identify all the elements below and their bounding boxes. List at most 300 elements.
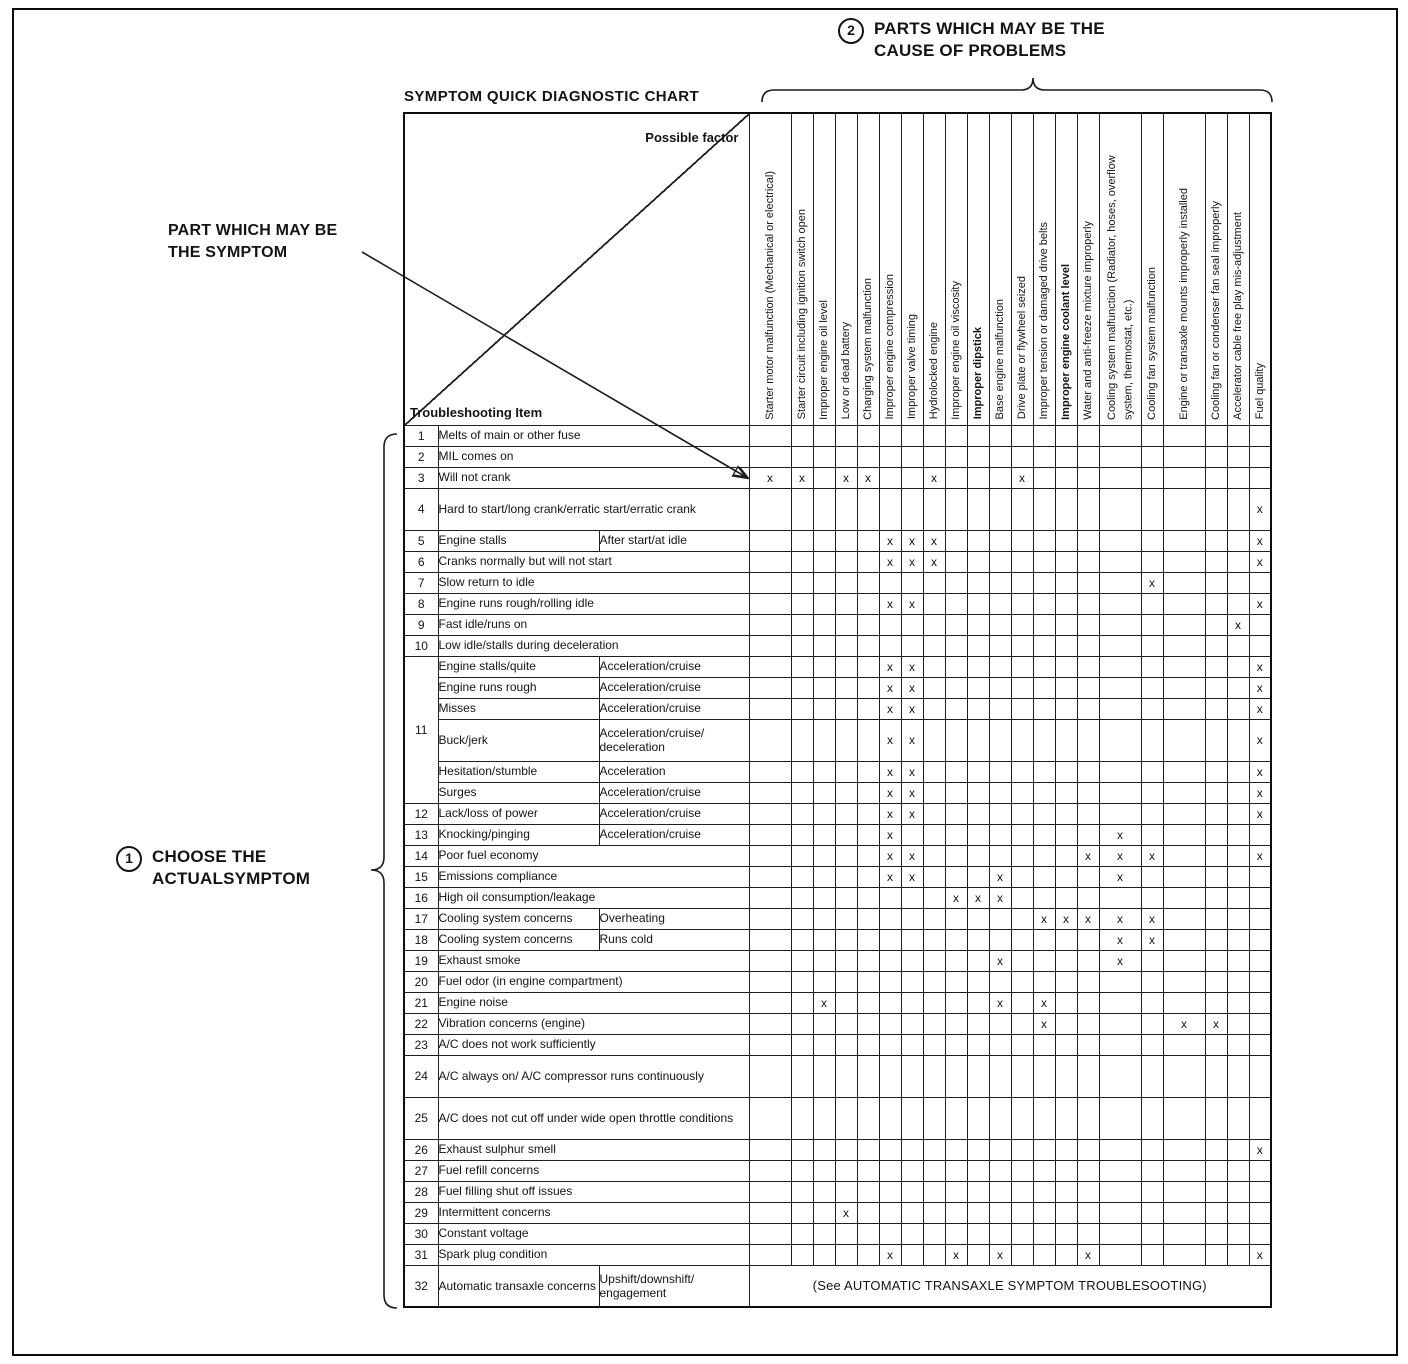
mark-cell	[945, 446, 967, 467]
mark-cell	[813, 803, 835, 824]
mark-cell	[989, 467, 1011, 488]
mark-cell	[1033, 950, 1055, 971]
mark-cell	[967, 761, 989, 782]
mark-cell	[945, 1013, 967, 1034]
mark-cell	[967, 824, 989, 845]
mark-cell	[1205, 1181, 1227, 1202]
mark-cell	[923, 1139, 945, 1160]
mark-cell	[879, 1181, 901, 1202]
table-row	[404, 488, 1271, 530]
circled-number-1: 1	[116, 846, 142, 872]
mark-cell	[945, 1034, 967, 1055]
mark-cell	[1163, 908, 1205, 929]
mark-cell	[923, 446, 945, 467]
mark-cell	[1205, 677, 1227, 698]
mark-cell: x	[1249, 530, 1271, 551]
mark-cell	[945, 593, 967, 614]
mark-cell	[857, 1055, 879, 1097]
mark-cell	[879, 887, 901, 908]
mark-cell	[1033, 1097, 1055, 1139]
mark-cell	[901, 1097, 923, 1139]
condition-cell: Acceleration/cruise	[599, 698, 749, 719]
mark-cell	[901, 425, 923, 446]
mark-cell	[857, 824, 879, 845]
factor-header: Improper dipstick	[967, 113, 989, 425]
mark-cell: x	[879, 656, 901, 677]
mark-cell	[791, 971, 813, 992]
row-number-cell: 21	[404, 992, 438, 1013]
mark-cell	[1011, 782, 1033, 803]
mark-cell	[967, 950, 989, 971]
mark-cell	[1227, 761, 1249, 782]
mark-cell	[945, 719, 967, 761]
mark-cell	[1099, 593, 1141, 614]
symptom-item-cell: Engine stalls	[438, 530, 599, 551]
mark-cell	[1249, 1055, 1271, 1097]
mark-cell	[1055, 1244, 1077, 1265]
mark-cell	[923, 488, 945, 530]
mark-cell	[923, 971, 945, 992]
mark-cell	[1099, 761, 1141, 782]
factor-header: Improper valve timing	[901, 113, 923, 425]
mark-cell	[1033, 1055, 1055, 1097]
mark-cell	[1249, 824, 1271, 845]
mark-cell	[1141, 1139, 1163, 1160]
mark-cell	[1141, 803, 1163, 824]
mark-cell	[1033, 761, 1055, 782]
mark-cell	[945, 530, 967, 551]
symptom-item-cell: Intermittent concerns	[438, 1202, 749, 1223]
mark-cell	[1141, 971, 1163, 992]
mark-cell	[1227, 593, 1249, 614]
mark-cell	[1141, 950, 1163, 971]
mark-cell	[1249, 1013, 1271, 1034]
mark-cell	[749, 1034, 791, 1055]
mark-cell	[1077, 824, 1099, 845]
mark-cell: x	[1099, 824, 1141, 845]
mark-cell	[879, 971, 901, 992]
mark-cell	[1099, 446, 1141, 467]
mark-cell	[749, 656, 791, 677]
mark-cell	[989, 530, 1011, 551]
symptom-item-cell: Emissions compliance	[438, 866, 749, 887]
mark-cell	[835, 971, 857, 992]
mark-cell: x	[1249, 593, 1271, 614]
mark-cell	[835, 425, 857, 446]
mark-cell	[1227, 1097, 1249, 1139]
mark-cell	[857, 1097, 879, 1139]
row-number-cell: 6	[404, 551, 438, 572]
mark-cell	[967, 572, 989, 593]
mark-cell	[857, 1202, 879, 1223]
mark-cell	[1011, 551, 1033, 572]
mark-cell	[1099, 1097, 1141, 1139]
mark-cell	[879, 614, 901, 635]
mark-cell	[1033, 866, 1055, 887]
mark-cell	[1249, 1223, 1271, 1244]
mark-cell	[923, 614, 945, 635]
mark-cell	[1227, 1181, 1249, 1202]
mark-cell	[1033, 572, 1055, 593]
mark-cell	[967, 1034, 989, 1055]
mark-cell: x	[901, 866, 923, 887]
mark-cell	[1227, 698, 1249, 719]
mark-cell	[791, 593, 813, 614]
mark-cell: x	[1033, 1013, 1055, 1034]
mark-cell	[1205, 530, 1227, 551]
mark-cell	[813, 530, 835, 551]
mark-cell	[1227, 488, 1249, 530]
mark-cell	[945, 950, 967, 971]
mark-cell	[1055, 824, 1077, 845]
mark-cell	[1055, 950, 1077, 971]
mark-cell	[1099, 656, 1141, 677]
mark-cell: x	[879, 677, 901, 698]
mark-cell: x	[879, 530, 901, 551]
mark-cell	[813, 908, 835, 929]
mark-cell	[813, 593, 835, 614]
mark-cell	[1055, 572, 1077, 593]
mark-cell	[857, 908, 879, 929]
row-number-cell: 10	[404, 635, 438, 656]
mark-cell	[1227, 971, 1249, 992]
mark-cell	[945, 614, 967, 635]
mark-cell	[1077, 488, 1099, 530]
mark-cell	[1011, 1223, 1033, 1244]
table-row	[404, 1055, 1271, 1097]
row-number-cell: 18	[404, 929, 438, 950]
mark-cell	[1205, 1202, 1227, 1223]
mark-cell	[1077, 635, 1099, 656]
mark-cell: x	[1249, 845, 1271, 866]
mark-cell	[1055, 677, 1077, 698]
mark-cell: x	[1099, 950, 1141, 971]
mark-cell	[813, 1202, 835, 1223]
mark-cell	[967, 992, 989, 1013]
mark-cell: x	[901, 677, 923, 698]
mark-cell: x	[813, 992, 835, 1013]
mark-cell	[813, 614, 835, 635]
mark-cell	[1055, 866, 1077, 887]
mark-cell	[749, 803, 791, 824]
mark-cell	[835, 593, 857, 614]
mark-cell	[1227, 425, 1249, 446]
symptom-item-cell: Engine noise	[438, 992, 749, 1013]
mark-cell	[835, 551, 857, 572]
mark-cell	[1205, 1097, 1227, 1139]
symptom-item-cell: Spark plug condition	[438, 1244, 749, 1265]
mark-cell	[1011, 929, 1033, 950]
mark-cell	[1011, 593, 1033, 614]
mark-cell	[791, 845, 813, 866]
mark-cell	[1055, 1013, 1077, 1034]
mark-cell	[835, 1244, 857, 1265]
mark-cell	[1141, 1097, 1163, 1139]
mark-cell	[989, 425, 1011, 446]
possible-factor-label: Possible factor	[645, 130, 739, 145]
mark-cell	[749, 1160, 791, 1181]
row-number-cell: 12	[404, 803, 438, 824]
mark-cell	[923, 572, 945, 593]
mark-cell: x	[1249, 698, 1271, 719]
mark-cell	[835, 887, 857, 908]
mark-cell	[923, 803, 945, 824]
mark-cell	[835, 761, 857, 782]
mark-cell	[879, 446, 901, 467]
table-row	[404, 803, 1271, 824]
mark-cell	[1205, 719, 1227, 761]
mark-cell	[1163, 572, 1205, 593]
mark-cell	[879, 1097, 901, 1139]
mark-cell	[813, 971, 835, 992]
mark-cell	[857, 866, 879, 887]
mark-cell	[989, 1139, 1011, 1160]
symptom-item-cell: Engine runs rough/rolling idle	[438, 593, 749, 614]
mark-cell	[835, 824, 857, 845]
mark-cell	[923, 929, 945, 950]
mark-cell	[901, 971, 923, 992]
mark-cell	[1227, 992, 1249, 1013]
mark-cell: x	[901, 803, 923, 824]
mark-cell	[857, 929, 879, 950]
symptom-item-cell: Low idle/stalls during deceleration	[438, 635, 749, 656]
mark-cell	[901, 950, 923, 971]
mark-cell	[1077, 1139, 1099, 1160]
mark-cell	[791, 425, 813, 446]
row-number-cell: 14	[404, 845, 438, 866]
mark-cell	[1227, 656, 1249, 677]
mark-cell	[1077, 803, 1099, 824]
mark-cell	[857, 593, 879, 614]
mark-cell	[901, 446, 923, 467]
condition-cell: Acceleration/cruise	[599, 656, 749, 677]
mark-cell: x	[749, 467, 791, 488]
mark-cell	[1249, 425, 1271, 446]
mark-cell	[967, 677, 989, 698]
symptom-item-cell: Lack/loss of power	[438, 803, 599, 824]
mark-cell	[1055, 887, 1077, 908]
mark-cell	[945, 425, 967, 446]
mark-cell: x	[835, 1202, 857, 1223]
mark-cell	[1055, 929, 1077, 950]
table-row	[404, 1160, 1271, 1181]
mark-cell	[989, 572, 1011, 593]
mark-cell	[749, 1223, 791, 1244]
mark-cell	[945, 866, 967, 887]
mark-cell	[1227, 908, 1249, 929]
mark-cell	[791, 551, 813, 572]
mark-cell	[1163, 488, 1205, 530]
mark-cell	[967, 803, 989, 824]
mark-cell	[749, 761, 791, 782]
mark-cell: x	[901, 593, 923, 614]
mark-cell	[967, 1181, 989, 1202]
mark-cell	[791, 908, 813, 929]
table-row	[404, 1097, 1271, 1139]
mark-cell	[1249, 1097, 1271, 1139]
mark-cell	[945, 908, 967, 929]
mark-cell	[813, 845, 835, 866]
mark-cell	[857, 803, 879, 824]
mark-cell	[879, 1034, 901, 1055]
mark-cell	[1227, 1223, 1249, 1244]
mark-cell	[835, 929, 857, 950]
mark-cell	[1227, 845, 1249, 866]
mark-cell	[879, 467, 901, 488]
mark-cell	[1055, 761, 1077, 782]
mark-cell	[967, 635, 989, 656]
mark-cell	[1055, 992, 1077, 1013]
mark-cell	[749, 1244, 791, 1265]
mark-cell	[967, 698, 989, 719]
mark-cell	[1205, 824, 1227, 845]
mark-cell: x	[835, 467, 857, 488]
mark-cell	[945, 1097, 967, 1139]
mark-cell	[1099, 635, 1141, 656]
mark-cell	[1205, 614, 1227, 635]
factor-header: Accelerator cable free play mis-adjustment	[1227, 113, 1249, 425]
mark-cell	[989, 1055, 1011, 1097]
mark-cell	[791, 488, 813, 530]
symptom-item-cell: Slow return to idle	[438, 572, 749, 593]
mark-cell	[1033, 1139, 1055, 1160]
table-row	[404, 1244, 1271, 1265]
mark-cell	[813, 698, 835, 719]
mark-cell	[1099, 971, 1141, 992]
mark-cell	[1205, 908, 1227, 929]
mark-cell	[989, 1223, 1011, 1244]
mark-cell	[1141, 656, 1163, 677]
mark-cell	[1077, 929, 1099, 950]
mark-cell: x	[901, 845, 923, 866]
mark-cell	[1055, 1160, 1077, 1181]
mark-cell	[967, 908, 989, 929]
mark-cell	[1055, 971, 1077, 992]
troubleshooting-item-label: Troubleshooting Item	[410, 404, 543, 420]
mark-cell	[791, 1055, 813, 1097]
mark-cell	[945, 803, 967, 824]
mark-cell	[989, 698, 1011, 719]
mark-cell	[945, 1160, 967, 1181]
table-row	[404, 887, 1271, 908]
mark-cell	[749, 593, 791, 614]
symptom-item-cell: Engine stalls/quite	[438, 656, 599, 677]
row-number-cell: 30	[404, 1223, 438, 1244]
mark-cell	[1077, 1034, 1099, 1055]
mark-cell	[879, 1202, 901, 1223]
mark-cell	[1099, 551, 1141, 572]
mark-cell	[923, 677, 945, 698]
mark-cell	[1077, 593, 1099, 614]
mark-cell	[923, 1160, 945, 1181]
mark-cell	[945, 1202, 967, 1223]
mark-cell	[1099, 1160, 1141, 1181]
mark-cell	[1141, 761, 1163, 782]
mark-cell	[857, 1013, 879, 1034]
factor-header: Fuel quality	[1249, 113, 1271, 425]
mark-cell	[1163, 425, 1205, 446]
mark-cell	[1077, 530, 1099, 551]
mark-cell	[945, 782, 967, 803]
mark-cell	[835, 614, 857, 635]
mark-cell: x	[1249, 488, 1271, 530]
mark-cell	[1227, 782, 1249, 803]
mark-cell	[1055, 1181, 1077, 1202]
table-row	[404, 992, 1271, 1013]
mark-cell	[1077, 992, 1099, 1013]
table-row	[404, 1139, 1271, 1160]
mark-cell: x	[1141, 572, 1163, 593]
mark-cell	[857, 635, 879, 656]
table-row	[404, 1202, 1271, 1223]
mark-cell	[1163, 1160, 1205, 1181]
mark-cell	[1227, 446, 1249, 467]
mark-cell	[1011, 950, 1033, 971]
mark-cell	[749, 971, 791, 992]
mark-cell	[835, 1097, 857, 1139]
mark-cell	[749, 782, 791, 803]
mark-cell	[1141, 467, 1163, 488]
mark-cell	[1205, 887, 1227, 908]
mark-cell	[857, 1034, 879, 1055]
row-number-cell: 20	[404, 971, 438, 992]
symptom-item-cell: Misses	[438, 698, 599, 719]
mark-cell	[1099, 719, 1141, 761]
mark-cell: x	[879, 803, 901, 824]
mark-cell	[749, 992, 791, 1013]
mark-cell	[1077, 614, 1099, 635]
symptom-side-label: PART WHICH MAY BE THE SYMPTOM	[168, 222, 338, 261]
mark-cell	[1099, 1223, 1141, 1244]
factor-header: Improper tension or damaged drive belts	[1033, 113, 1055, 425]
mark-cell	[1011, 635, 1033, 656]
mark-cell	[967, 488, 989, 530]
mark-cell	[923, 1097, 945, 1139]
mark-cell	[1055, 845, 1077, 866]
mark-cell	[1099, 677, 1141, 698]
mark-cell	[1163, 677, 1205, 698]
mark-cell	[901, 1139, 923, 1160]
mark-cell	[835, 635, 857, 656]
mark-cell: x	[945, 887, 967, 908]
symptom-item-cell: Exhaust sulphur smell	[438, 1139, 749, 1160]
mark-cell: x	[879, 866, 901, 887]
mark-cell	[1249, 1160, 1271, 1181]
mark-cell	[923, 593, 945, 614]
mark-cell	[901, 635, 923, 656]
table-row	[404, 950, 1271, 971]
mark-cell	[749, 677, 791, 698]
mark-cell	[1205, 425, 1227, 446]
mark-cell	[857, 446, 879, 467]
row-number-cell: 32	[404, 1265, 438, 1307]
mark-cell	[945, 467, 967, 488]
table-row	[404, 824, 1271, 845]
mark-cell	[749, 866, 791, 887]
mark-cell	[1141, 782, 1163, 803]
mark-cell	[923, 845, 945, 866]
factor-header: Base engine malfunction	[989, 113, 1011, 425]
mark-cell	[1099, 1202, 1141, 1223]
mark-cell	[749, 488, 791, 530]
row-number-cell: 25	[404, 1097, 438, 1139]
mark-cell	[1163, 1244, 1205, 1265]
mark-cell	[989, 1097, 1011, 1139]
mark-cell	[1205, 551, 1227, 572]
mark-cell	[1141, 614, 1163, 635]
mark-cell	[1163, 635, 1205, 656]
mark-cell	[1141, 1034, 1163, 1055]
